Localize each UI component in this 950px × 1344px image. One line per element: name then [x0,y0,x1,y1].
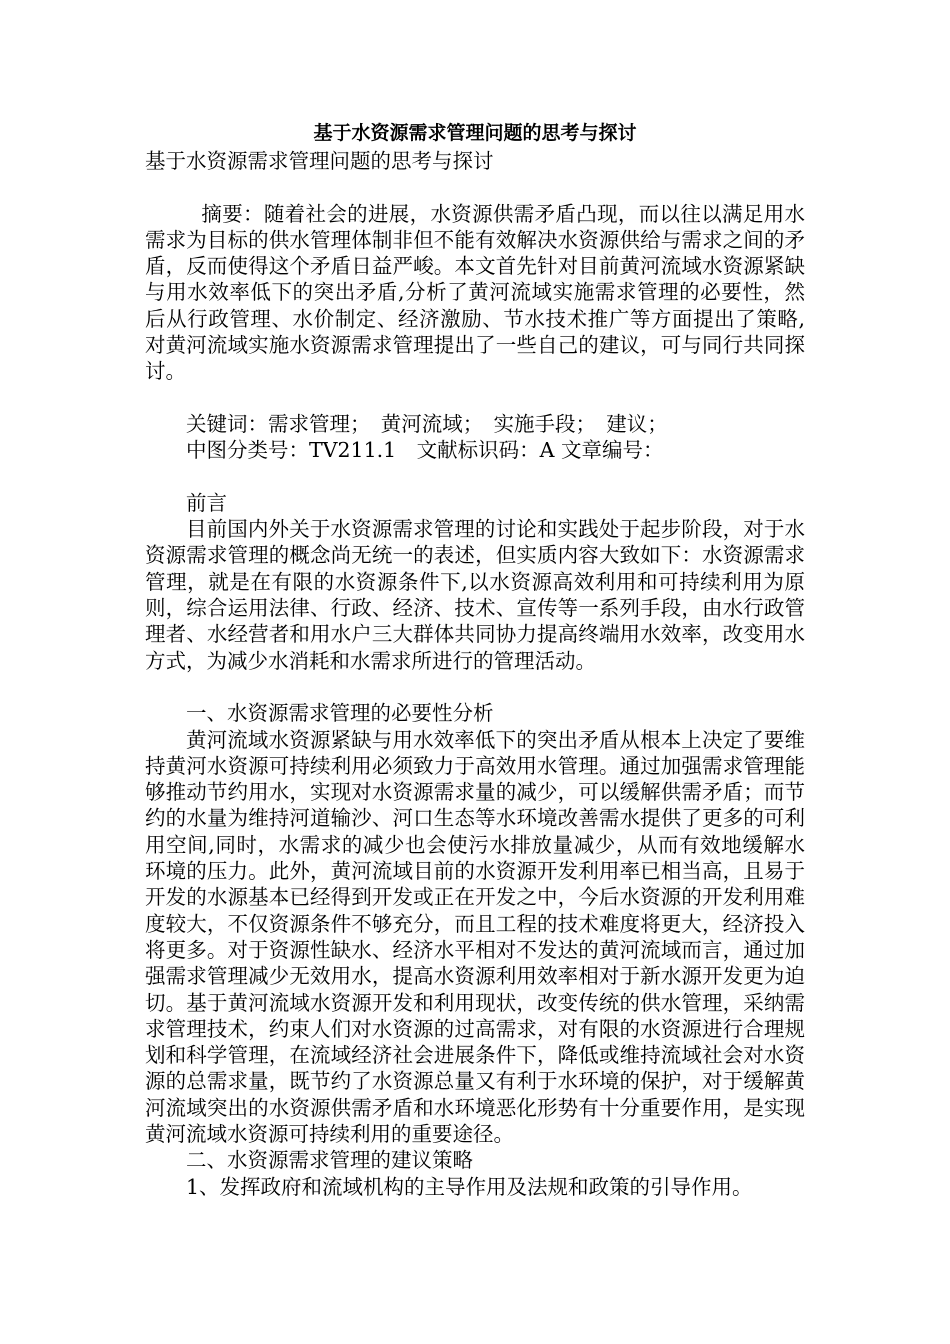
preface-heading: 前言 [186,490,227,515]
spacer [145,174,805,200]
spacer [145,674,805,700]
document-title: 基于水资源需求管理问题的思考与探讨 [313,122,637,144]
preface-paragraph: 目前国内外关于水资源需求管理的讨论和实践处于起步阶段，对于水资源需求管理的概念尚无统一的表述，但实质内容大致如下：水资源需求管理，就是在有限的水资源条件下,以水资源高效利用和可持续利用为原则，综合运用法律、行政、经济、技术、宣传等一系列手段，由水行政管理者、水经营者和用水户三大群体共同协力提高终端用水效率，改变用水方式，为减少水消耗和水需求所进行的管理活动。 [145,517,805,673]
document-subtitle: 基于水资源需求管理问题的思考与探讨 [145,149,494,173]
section2-item-1: 1、发挥政府和流域机构的主导作用及法规和政策的引导作用。 [186,1174,753,1199]
section1-paragraph: 黄河流域水资源紧缺与用水效率低下的突出矛盾从根本上决定了要维持黄河水资源可持续利用必须致力于高效用水管理。通过加强需求管理能够推动节约用水，实现对水资源需求量的减少，可以缓解供需矛盾；而节约的水量为维持河道输沙、河口生态等水环境改善需水提供了更多的可利用空间,同时，水需求的减少也会使污水排放量减少，从而有效地缓解水环境的压力。此外，黄河流域目前的水资源开发利用率已相当高，且易于开发的水源基本已经得到开发或正在开发之中，今后水资源的开发利用难度较大，不仅资源条件不够充分，而且工程的技术难度将更大，经济投入将更多。对于资源性缺水、经济水平相对不发达的黄河流域而言，通过加强需求管理减少无效用水，提高水资源利用效率相对于新水源开发更为迫切。基于黄河流域水资源开发和利用现状，改变传统的供水管理，采纳需求管理技术，约束人们对水资源的过高需求，对有限的水资源进行合理规划和科学管理，在流域经济社会进展条件下，降低或维持流域社会对水资源的总需求量，既节约了水资源总量又有利于水环境的保护，对于缓解黄河流域突出的水资源供需矛盾和水环境恶化形势有十分重要作用，是实现黄河流域水资源可持续利用的重要途径。 [145,727,805,1146]
section2-heading: 二、水资源需求管理的建议策略 [186,1148,473,1173]
abstract-paragraph: 摘要：随着社会的进展，水资源供需矛盾凸现，而以往以满足用水需求为目标的供水管理体制非但不能有效解决水资源供给与需求之间的矛盾，反而使得这个矛盾日益严峻。本文首先针对目前黄河流域水资源紧缺与用水效率低下的突出矛盾,分析了黄河流域实施需求管理的必要性，然后从行政管理、水价制定、经济激励、节水技术推广等方面提出了策略,对黄河流域实施水资源需求管理提出了一些自己的建议，可与同行共同探讨。 [145,201,805,384]
keywords-line: 关键词：需求管理； 黄河流域； 实施手段； 建议； [186,411,668,436]
classification-line: 中图分类号：TV211.1 文献标识码：A 文章编号： [186,438,664,463]
section1-heading: 一、水资源需求管理的必要性分析 [186,701,494,726]
spacer [145,385,805,411]
document-body [145,148,805,1200]
spacer [145,464,805,490]
